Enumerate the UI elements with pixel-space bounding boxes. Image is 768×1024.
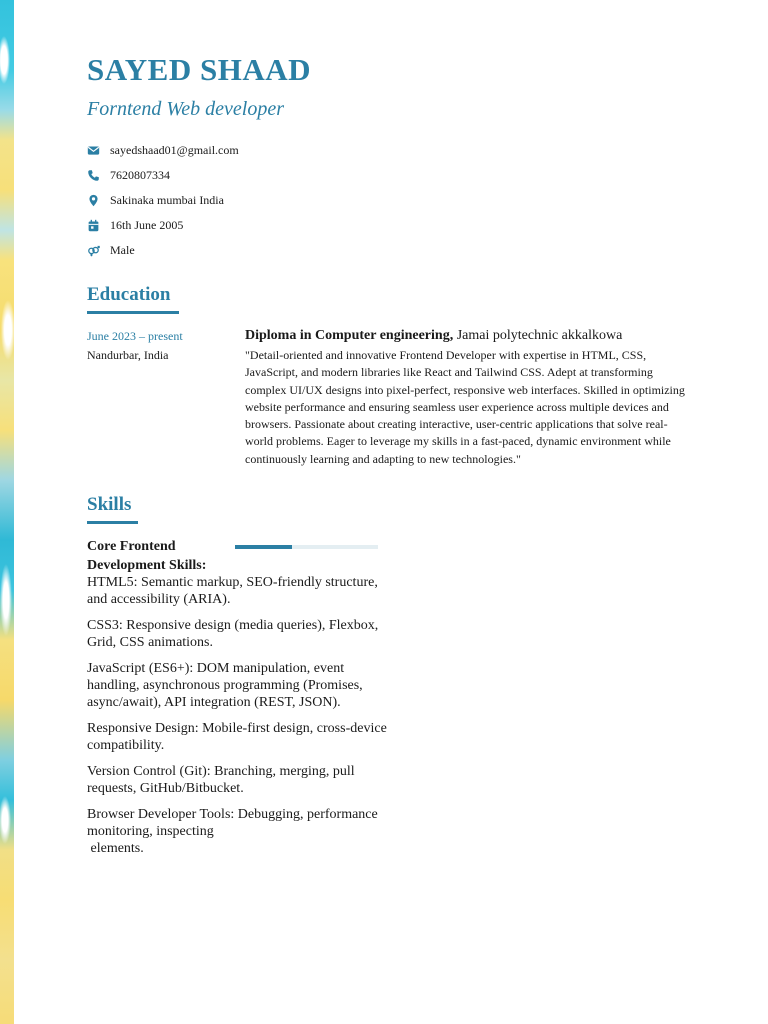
skill-item: Responsive Design: Mobile-first design, cross-device compatibility. xyxy=(87,721,391,753)
job-title: Forntend Web developer xyxy=(87,98,284,120)
email-icon xyxy=(87,144,100,157)
education-heading: Education xyxy=(87,284,171,305)
contact-birthdate xyxy=(87,213,239,238)
email-value[interactable]: sayedshaad01@gmail.com xyxy=(110,143,239,157)
degree-name: Diploma in Computer engineering, xyxy=(245,328,454,343)
decorative-marble-strip xyxy=(0,0,14,1024)
education-rule xyxy=(87,311,179,314)
contact-email xyxy=(87,138,239,163)
phone-value[interactable]: 7620807334 xyxy=(110,168,170,182)
skill-item: HTML5: Semantic markup, SEO-friendly structure, and accessibility (ARIA). xyxy=(87,575,382,607)
phone-icon xyxy=(87,169,100,182)
skill-list xyxy=(87,574,391,866)
education-place: Nandurbar, India xyxy=(87,348,169,362)
gender-value: Male xyxy=(110,243,135,257)
calendar-icon xyxy=(87,219,100,232)
contact-phone xyxy=(87,163,239,188)
education-description: "Detail-oriented and innovative Frontend Developer with expertise in HTML, CSS, JavaScript, and modern libraries like React and Tailwind CSS. Adept at transforming complex UI/UX designs into pixel-perfect, responsive web interfaces. Skilled in optimizing website performance and ensuring seamless user experience across multiple devices and browsers. Passionate about creating interactive, user-centric applications that solve real-world problems. Eager to leverage my skills in a fast-paced, dynamic environment while continuously learning and adapting to new technologies." xyxy=(245,348,685,466)
skills-heading: Skills xyxy=(87,494,132,515)
skill-item: Browser Developer Tools: Debugging, performance monitoring, inspecting elements. xyxy=(87,807,378,856)
contact-gender xyxy=(87,238,239,263)
skill-level-bar xyxy=(235,545,378,549)
school-name: Jamai polytechnic akkalkowa xyxy=(453,328,623,343)
education-heading-line xyxy=(245,327,690,345)
gender-icon xyxy=(87,244,100,257)
skills-rule xyxy=(87,521,138,524)
skill-item: Version Control (Git): Branching, merging, pull requests, GitHub/Bitbucket. xyxy=(87,764,359,796)
candidate-name: SAYED SHAAD xyxy=(87,52,311,87)
skill-name: Core Frontend Development Skills: xyxy=(87,539,207,573)
location-value: Sakinaka mumbai India xyxy=(110,193,224,207)
skill-level-fill xyxy=(235,545,292,549)
contact-location xyxy=(87,188,239,213)
birthdate-value: 16th June 2005 xyxy=(110,218,184,232)
contact-list xyxy=(87,138,239,263)
education-date: June 2023 – present xyxy=(87,329,183,343)
education-entry xyxy=(245,327,690,468)
skill-item: CSS3: Responsive design (media queries), Flexbox, Grid, CSS animations. xyxy=(87,618,382,650)
skill-item: JavaScript (ES6+): DOM manipulation, event handling, asynchronous programming (Promises, async/await), API integration (REST, JSON). xyxy=(87,661,367,710)
location-pin-icon xyxy=(87,194,100,207)
